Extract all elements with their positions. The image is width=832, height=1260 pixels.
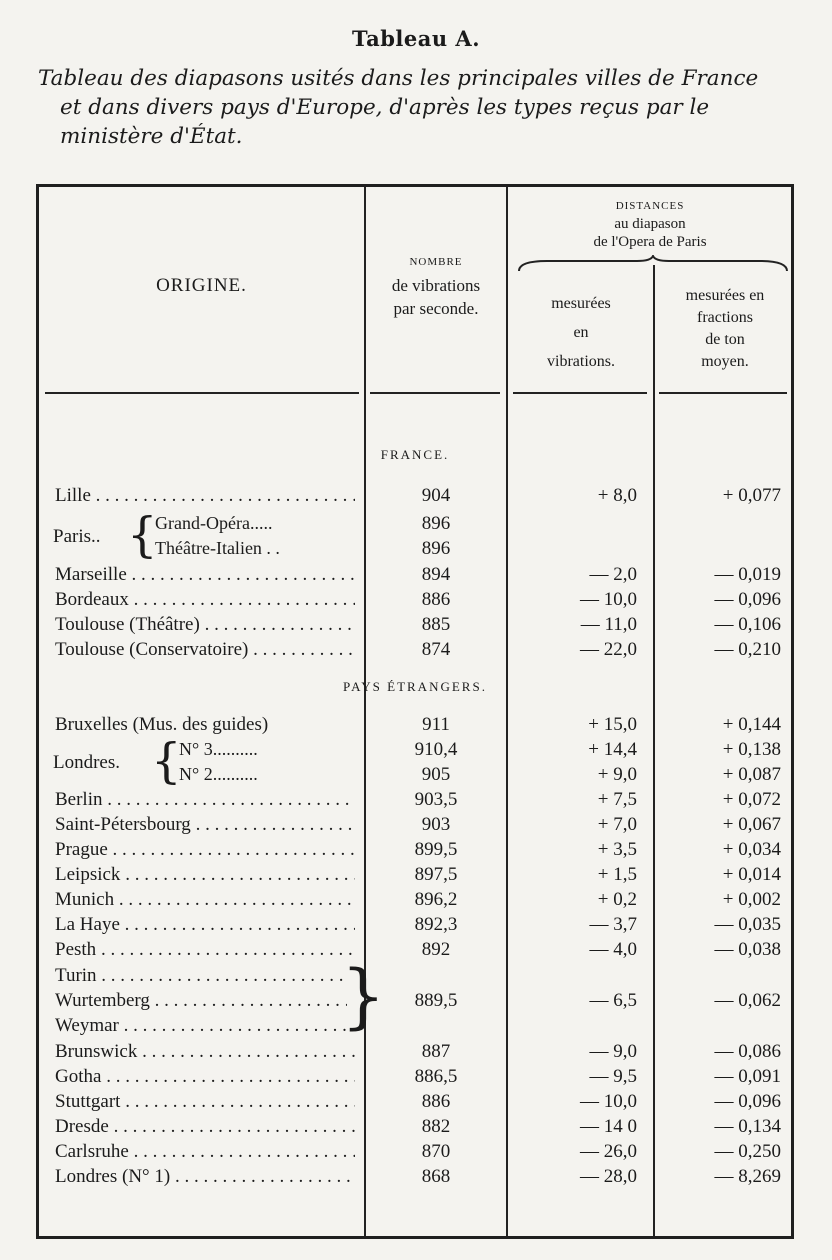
row-vibrations: 886 — [421, 1091, 451, 1112]
header-distances — [509, 197, 791, 251]
row-origin: Weymar . . . — [55, 1013, 347, 1038]
header-nombre-2: par seconde. — [393, 299, 479, 318]
row-distance-frac: + 0,077 — [722, 485, 781, 506]
table-row — [39, 562, 791, 587]
header-distances-1: au diapason — [614, 216, 686, 232]
row-distance-vib: — 11,0 — [580, 614, 637, 635]
row-distance-frac: — 0,096 — [714, 1091, 781, 1112]
row-vibrations: 905 — [421, 764, 451, 785]
row-distance-frac: + 0,087 — [722, 764, 781, 785]
table-row — [39, 637, 791, 662]
row-distance-vib: + 8,0 — [597, 485, 637, 506]
row-vibrations: 894 — [421, 564, 451, 585]
header-distances-2: de l'Opera de Paris — [593, 234, 707, 250]
row-distance-vib: — 28,0 — [580, 1166, 637, 1187]
row-distance-vib: + 7,5 — [597, 789, 637, 810]
table-row — [39, 737, 791, 762]
table-row — [39, 837, 791, 862]
header-origine: ORIGINE. — [156, 275, 247, 296]
row-origin: Pesth . . . — [55, 937, 355, 962]
row-origin: Prague . . . — [55, 837, 355, 862]
table-row — [39, 1039, 791, 1064]
row-distance-frac: — 0,019 — [714, 564, 781, 585]
row-distance-vib: — 4,0 — [589, 939, 637, 960]
header-vibrations — [509, 289, 653, 376]
header-rule-vib — [513, 392, 647, 394]
caption-line-1: Tableau des diapasons usités dans les principales villes de France — [38, 66, 759, 91]
header-vib-2: en — [573, 324, 589, 341]
row-distance-vib: — 3,7 — [589, 914, 637, 935]
row-vibrations: 911 — [422, 714, 450, 735]
row-vibrations: 889,5 — [414, 990, 458, 1011]
row-vibrations: 897,5 — [414, 864, 458, 885]
row-distance-vib: + 7,0 — [597, 814, 637, 835]
table-title: Tableau A. — [351, 26, 481, 51]
header-nombre — [365, 251, 507, 320]
row-distance-frac: + 0,072 — [722, 789, 781, 810]
paris-sub-2: Théâtre-Italien . . — [155, 538, 280, 558]
table-row — [39, 1089, 791, 1114]
row-distance-frac: + 0,144 — [722, 714, 781, 735]
row-vibrations: 910,4 — [414, 739, 458, 760]
header-frac-3: de ton — [705, 331, 745, 348]
section-france: FRANCE. — [380, 447, 450, 462]
table-row — [39, 1164, 791, 1189]
row-distance-frac: — 0,091 — [714, 1066, 781, 1087]
header-frac-2: fractions — [697, 309, 753, 326]
row-distance-vib: — 9,5 — [589, 1066, 637, 1087]
row-origin: Toulouse (Théâtre) . . . — [55, 612, 355, 637]
table-caption — [38, 64, 818, 151]
row-origin: Leipsick . . . — [55, 862, 355, 887]
row-distance-vib: + 1,5 — [597, 864, 637, 885]
table-row — [39, 887, 791, 912]
row-distance-frac: — 0,096 — [714, 589, 781, 610]
row-distance-frac: + 0,067 — [722, 814, 781, 835]
table-row — [39, 1114, 791, 1139]
row-distance-vib: — 6,5 — [589, 990, 637, 1011]
row-origin: Wurtemberg . . . — [55, 988, 347, 1013]
row-vibrations: 903 — [421, 814, 451, 835]
row-distance-vib: — 2,0 — [589, 564, 637, 585]
table-row — [39, 787, 791, 812]
row-distance-vib: — 22,0 — [580, 639, 637, 660]
row-vibrations: 874 — [421, 639, 451, 660]
row-distance-vib: + 3,5 — [597, 839, 637, 860]
row-vibrations: 868 — [421, 1166, 451, 1187]
row-vibrations: 896,2 — [414, 889, 458, 910]
header-brace — [517, 255, 789, 273]
header-nombre-1: de vibrations — [391, 276, 481, 295]
paris-label: Paris.. — [53, 526, 101, 547]
row-distance-frac: — 8,269 — [714, 1166, 781, 1187]
row-vibrations: 892,3 — [414, 914, 458, 935]
table-row — [39, 1013, 791, 1038]
londres-sub-1: N° 3.......... — [179, 739, 258, 759]
paris-sub-1: Grand-Opéra..... — [155, 513, 273, 533]
row-origin: Bordeaux . . . — [55, 587, 355, 612]
table-row — [39, 762, 791, 787]
row-vibrations: 886 — [421, 589, 451, 610]
row-distance-vib: — 10,0 — [580, 1091, 637, 1112]
table-row — [39, 511, 791, 536]
table-row — [39, 963, 791, 988]
row-distance-vib: — 10,0 — [580, 589, 637, 610]
header-vib-1: mesurées — [551, 295, 611, 312]
row-distance-frac: + 0,138 — [722, 739, 781, 760]
caption-line-2: et dans divers pays d'Europe, d'après les types reçus par le — [60, 95, 710, 120]
row-distance-vib: + 15,0 — [588, 714, 637, 735]
row-origin: Gotha . . . — [55, 1064, 355, 1089]
table-row — [39, 988, 791, 1013]
header-rule-nombre — [370, 392, 500, 394]
row-distance-frac: + 0,002 — [722, 889, 781, 910]
row-distance-vib: — 9,0 — [589, 1041, 637, 1062]
row-origin: Turin . . . — [55, 963, 347, 988]
row-vibrations: 899,5 — [414, 839, 458, 860]
row-vibrations: 896 — [421, 513, 451, 534]
table-row — [39, 587, 791, 612]
row-distance-vib: + 14,4 — [588, 739, 637, 760]
row-origin: Saint-Pétersbourg . . . — [55, 812, 355, 837]
row-origin: Londres (N° 1) . . . — [55, 1164, 355, 1189]
row-origin: Marseille . . . — [55, 562, 355, 587]
row-origin: Brunswick . . . — [55, 1039, 355, 1064]
row-origin: Lille . . . — [55, 483, 355, 508]
header-fractions — [655, 285, 795, 373]
header-rule-origine — [45, 392, 359, 394]
row-distance-frac: — 0,134 — [714, 1116, 781, 1137]
header-rule-frac — [659, 392, 787, 394]
row-vibrations: 892 — [421, 939, 451, 960]
row-origin: Stuttgart . . . — [55, 1089, 355, 1114]
row-vibrations: 886,5 — [414, 1066, 458, 1087]
row-distance-frac: — 0,086 — [714, 1041, 781, 1062]
row-vibrations: 896 — [421, 538, 451, 559]
row-distance-vib: — 14 0 — [580, 1116, 637, 1137]
row-vibrations: 904 — [421, 485, 451, 506]
table-row — [39, 862, 791, 887]
table-row — [39, 937, 791, 962]
row-distance-frac: — 0,038 — [714, 939, 781, 960]
row-vibrations: 882 — [421, 1116, 451, 1137]
row-origin: Dresde . . . — [55, 1114, 355, 1139]
header-frac-1: mesurées en — [685, 287, 765, 304]
table-row — [39, 1064, 791, 1089]
header-vib-3: vibrations. — [547, 353, 615, 370]
row-distance-frac: + 0,034 — [722, 839, 781, 860]
section-etrangers: PAYS ÉTRANGERS. — [343, 679, 487, 694]
row-distance-frac: — 0,106 — [714, 614, 781, 635]
header-nombre-sc: NOMBRE — [409, 256, 463, 268]
row-origin: Carlsruhe . . . — [55, 1139, 355, 1164]
table-row — [39, 912, 791, 937]
group-brace: } — [341, 955, 386, 1037]
table-row — [39, 612, 791, 637]
row-distance-frac: + 0,014 — [722, 864, 781, 885]
londres-sub-2: N° 2.......... — [179, 764, 258, 784]
row-vibrations: 887 — [421, 1041, 451, 1062]
table-row — [39, 812, 791, 837]
row-vibrations: 903,5 — [414, 789, 458, 810]
tuning-fork-table — [36, 184, 794, 1239]
row-distance-frac: — 0,210 — [714, 639, 781, 660]
paris-brace: { — [127, 507, 158, 563]
row-distance-frac: — 0,250 — [714, 1141, 781, 1162]
row-origin: Toulouse (Conservatoire) . . . — [55, 637, 355, 662]
row-vibrations: 870 — [421, 1141, 451, 1162]
table-row — [39, 483, 791, 508]
caption-line-3: ministère d'État. — [60, 124, 243, 149]
header-distances-sc: DISTANCES — [615, 200, 685, 212]
londres-label: Londres. — [53, 752, 121, 773]
row-origin: Berlin . . . — [55, 787, 355, 812]
row-distance-vib: + 9,0 — [597, 764, 637, 785]
row-origin: Munich . . . — [55, 887, 355, 912]
row-distance-frac: — 0,035 — [714, 914, 781, 935]
row-distance-vib: — 26,0 — [580, 1141, 637, 1162]
row-origin: La Haye . . . — [55, 912, 355, 937]
row-vibrations: 885 — [421, 614, 451, 635]
table-row — [39, 1139, 791, 1164]
table-row — [39, 536, 791, 561]
row-distance-vib: + 0,2 — [597, 889, 637, 910]
row-distance-frac: — 0,062 — [714, 990, 781, 1011]
row-origin: Bruxelles (Mus. des guides) — [55, 714, 269, 735]
londres-brace: { — [151, 733, 182, 789]
header-frac-4: moyen. — [701, 353, 749, 370]
